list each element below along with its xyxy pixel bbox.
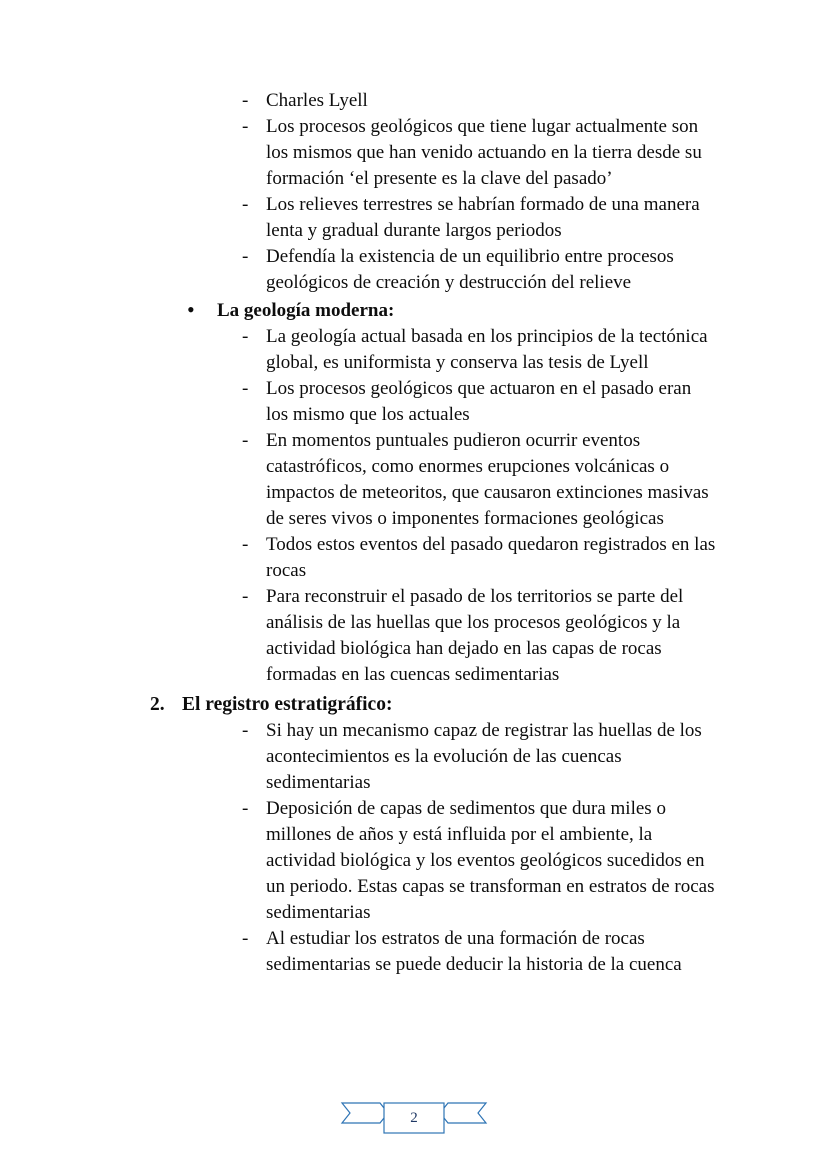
list-item-text: Al estudiar los estratos de una formación de rocas sedimentarias se puede deducir la historia de la cuenca bbox=[266, 928, 682, 975]
dash-marker: - bbox=[242, 378, 249, 399]
dash-marker: - bbox=[242, 246, 249, 267]
dash-list bbox=[238, 718, 718, 978]
section-heading-registro-estratigrafico bbox=[150, 691, 762, 718]
bullet-heading-geologia-moderna bbox=[185, 298, 757, 324]
list-item-text: En momentos puntuales pudieron ocurrir eventos catastróficos, como enormes erupciones volcánicas o impactos de meteoritos, que causaron extinciones masivas de seres vivos o imponentes formaciones geológicas bbox=[266, 430, 709, 529]
page-number: 2 bbox=[410, 1110, 418, 1126]
dash-marker: - bbox=[242, 928, 249, 949]
list-item bbox=[238, 532, 718, 584]
dash-list-group-3 bbox=[238, 718, 718, 978]
dash-marker: - bbox=[242, 194, 249, 215]
page-footer bbox=[0, 1099, 828, 1143]
list-item bbox=[238, 114, 718, 192]
document-body bbox=[0, 88, 828, 978]
list-item bbox=[238, 244, 718, 296]
list-item-text: Los relieves terrestres se habrían formado de una manera lenta y gradual durante largos periodos bbox=[266, 194, 700, 241]
list-item-text: Charles Lyell bbox=[266, 90, 368, 111]
dash-list-group-1 bbox=[238, 88, 718, 296]
dash-list-group-2 bbox=[238, 324, 718, 688]
dash-marker: - bbox=[242, 90, 249, 111]
section-number: 2. bbox=[150, 694, 165, 715]
dash-marker: - bbox=[242, 720, 249, 741]
list-item bbox=[238, 428, 718, 532]
dash-list bbox=[238, 88, 718, 296]
list-item-text: Deposición de capas de sedimentos que dura miles o millones de años y está influida por el ambiente, la actividad biológica y los eventos geológicos sucedidos en un periodo. Estas capas se transforman en estratos de rocas sedimentarias bbox=[266, 798, 715, 923]
list-item-text: Todos estos eventos del pasado quedaron registrados en las rocas bbox=[266, 534, 716, 581]
list-item-text: Defendía la existencia de un equilibrio entre procesos geológicos de creación y destrucción del relieve bbox=[266, 246, 674, 293]
list-item bbox=[238, 192, 718, 244]
list-item-text: Si hay un mecanismo capaz de registrar las huellas de los acontecimientos es la evolución de las cuencas sedimentarias bbox=[266, 720, 702, 793]
bullet-marker: • bbox=[187, 297, 195, 322]
list-item-text: Los procesos geológicos que actuaron en el pasado eran los mismo que los actuales bbox=[266, 378, 692, 425]
dash-marker: - bbox=[242, 798, 249, 819]
list-item-text: Para reconstruir el pasado de los territorios se parte del análisis de las huellas que los procesos geológicos y la actividad biológica han dejado en las capas de rocas formadas en las cuencas sedimentarias bbox=[266, 586, 684, 685]
list-item-text: La geología actual basada en los principios de la tectónica global, es uniformista y conserva las tesis de Lyell bbox=[266, 326, 708, 373]
list-item bbox=[238, 926, 718, 978]
dash-marker: - bbox=[242, 586, 249, 607]
list-item bbox=[238, 796, 718, 926]
dash-marker: - bbox=[242, 326, 249, 347]
dash-marker: - bbox=[242, 430, 249, 451]
dash-marker: - bbox=[242, 116, 249, 137]
dash-list bbox=[238, 324, 718, 688]
list-item-text: Los procesos geológicos que tiene lugar actualmente son los mismos que han venido actuando en la tierra desde su formación ‘el presente es la clave del pasado’ bbox=[266, 116, 702, 189]
ribbon-banner-icon bbox=[340, 1099, 488, 1143]
dash-marker: - bbox=[242, 534, 249, 555]
list-item bbox=[238, 376, 718, 428]
list-item bbox=[238, 88, 718, 114]
section-title: El registro estratigráfico: bbox=[182, 694, 393, 715]
list-item bbox=[238, 324, 718, 376]
list-item bbox=[238, 718, 718, 796]
list-item bbox=[238, 584, 718, 688]
bullet-heading-text: La geología moderna: bbox=[217, 300, 395, 321]
